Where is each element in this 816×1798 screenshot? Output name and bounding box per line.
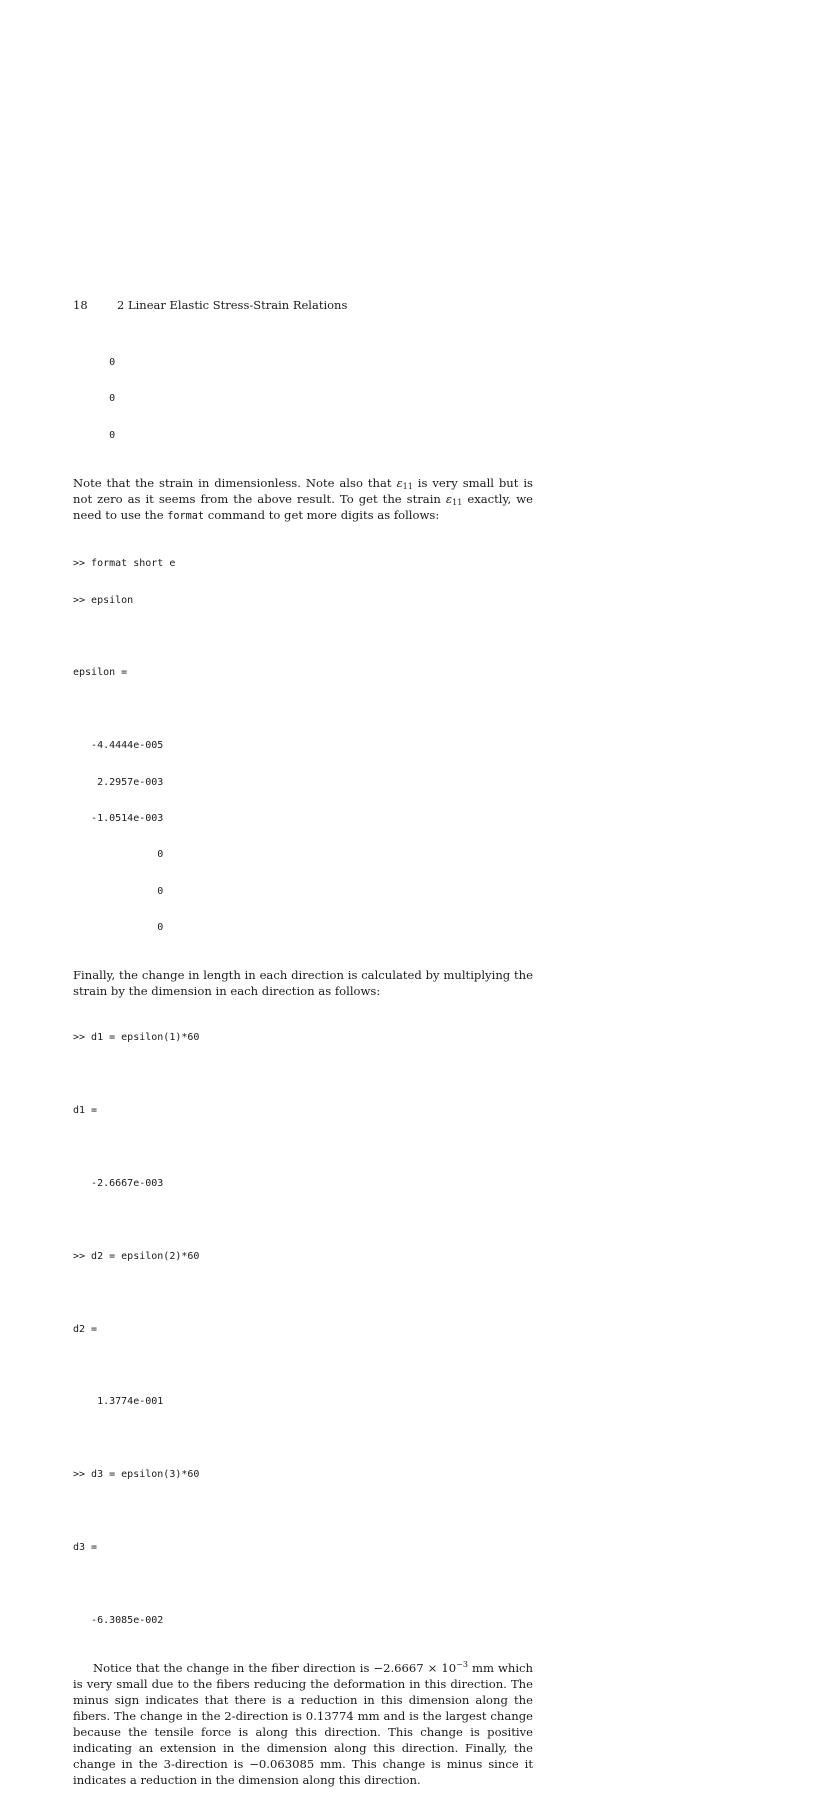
paragraph-strain-note: Note that the strain in dimensionless. Note also that $\varepsilon_{11}$ is very small but is not zero as it seems from the above result. To get the strain $\varepsilon_{11}$ exactly, we need to use the format command to get more digits as follows: [73,476,533,523]
code-block-displacements [73,1009,533,1650]
code-blank-line [73,703,533,717]
code-line: 1.3774e-001 [73,1396,164,1408]
paragraph-discussion: Notice that the change in the fiber direction is $-2.6667 \times 10^{-3}$ mm which is very small due to the fibers reducing the deformation in this direction. The minus sign indicates that there is a reduction in this dimension along the fibers. The change in the 2-direction is 0.13774 mm and is the largest change because the tensile force is along this direction. This change is positive indicating an extension in the dimension along this direction. Finally, the change in the 3-direction is −0.063085 mm. This change is minus since it indicates a reduction in the dimension along this direction. [73,1660,534,1788]
code-line: 0 [73,429,116,441]
code-blank-line [73,1359,533,1373]
inline-code-format: format [167,511,205,523]
code-line: >> format short e [73,558,176,570]
running-header [73,296,533,314]
code-line: >> d3 = epsilon(3)*60 [73,1469,200,1481]
paragraph-change-in-length: Finally, the change in length in each direction is calculated by multiplying the strain by the dimension in each direction as follows: [73,968,533,999]
code-line: d1 = [73,1105,98,1117]
code-blank-line [73,1213,533,1227]
code-blank-line [73,630,533,644]
code-blank-line [73,1577,533,1591]
code-line: epsilon = [73,667,128,679]
code-line: >> d2 = epsilon(2)*60 [73,1250,200,1262]
code-line: -1.0514e-003 [73,812,164,824]
code-line: >> d1 = epsilon(1)*60 [73,1032,200,1044]
code-blank-line [73,1505,533,1519]
code-line: 0 [73,922,164,934]
code-blank-line [73,1432,533,1446]
code-line: 0 [73,357,116,368]
code-line: 0 [73,849,164,861]
code-output-top [73,334,533,465]
running-title: 2 Linear Elastic Stress-Strain Relations [117,298,348,312]
code-line: 0 [73,393,116,405]
code-line: d3 = [73,1541,98,1553]
code-line: -4.4444e-005 [73,740,164,752]
page-number: 18 [73,298,88,312]
code-line: -6.3085e-002 [73,1614,164,1626]
code-line: >> epsilon [73,594,134,606]
code-blank-line [73,1068,533,1082]
book-page [73,296,533,1798]
code-line: 2.2957e-003 [73,776,164,788]
code-line: -2.6667e-003 [73,1178,164,1190]
code-line: d2 = [73,1323,98,1335]
code-blank-line [73,1141,533,1155]
code-blank-line [73,1286,533,1300]
code-block-epsilon [73,535,533,957]
code-line: 0 [73,885,164,897]
